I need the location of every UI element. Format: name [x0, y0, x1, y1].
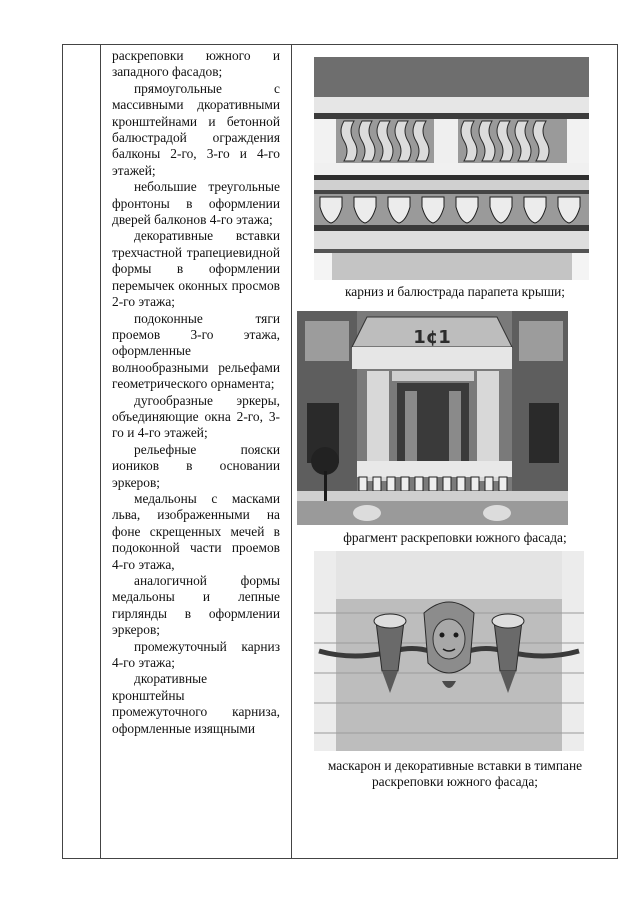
paragraph: медальоны с масками льва, изображенными на фоне скрещенных мечей в подоконной части проемов 4-го этажа, [112, 490, 280, 572]
paragraph: небольшие треугольные фронтоны в оформлении дверей балконов 4-го этажа; [112, 179, 280, 228]
photo-mascaron [314, 551, 584, 751]
photo-cornice-balustrade [314, 57, 589, 280]
paragraph: аналогичной формы медальоны и лепные гирлянды в оформлении эркеров; [112, 573, 280, 638]
photo-caption: маскарон и декоративные вставки в тимпане раскреповки южного фасада; [327, 758, 583, 790]
table [62, 44, 618, 859]
paragraph: дкоративные кронштейны промежуточного карниза, оформленные изящными [112, 671, 280, 736]
paragraph: рельефные пояски иоников в основании эркеров; [112, 441, 280, 490]
paragraph: прямоугольные с массивными дкоративными кронштейнами и бетонной балюстрадой ограждения балконы 2-го, 3-го и 4-го этажей; [112, 80, 280, 178]
table-divider-2 [291, 45, 292, 858]
photo-caption: карниз и балюстрада парапета крыши; [344, 284, 566, 299]
facade-inscription: 1¢1 [413, 327, 451, 348]
photo-caption: фрагмент раскреповки южного фасада; [343, 530, 567, 545]
photo-south-facade-fragment [297, 311, 568, 525]
paragraph: промежуточный карниз 4-го этажа; [112, 638, 280, 671]
paragraph: декоративные вставки трехчастной трапециевидной формы в оформлении перемычек оконных просмов 2-го этажа; [112, 228, 280, 310]
description-text-column [112, 48, 280, 737]
paragraph: раскреповки южного и западного фасадов; [112, 48, 280, 80]
table-divider-1 [100, 45, 101, 858]
paragraph: подоконные тяги проемов 3-го этажа, оформленные волнообразными рельефами геометрического орнамента; [112, 310, 280, 392]
paragraph: дугообразные эркеры, объединяющие окна 2-го, 3-го и 4-го этажей; [112, 392, 280, 441]
